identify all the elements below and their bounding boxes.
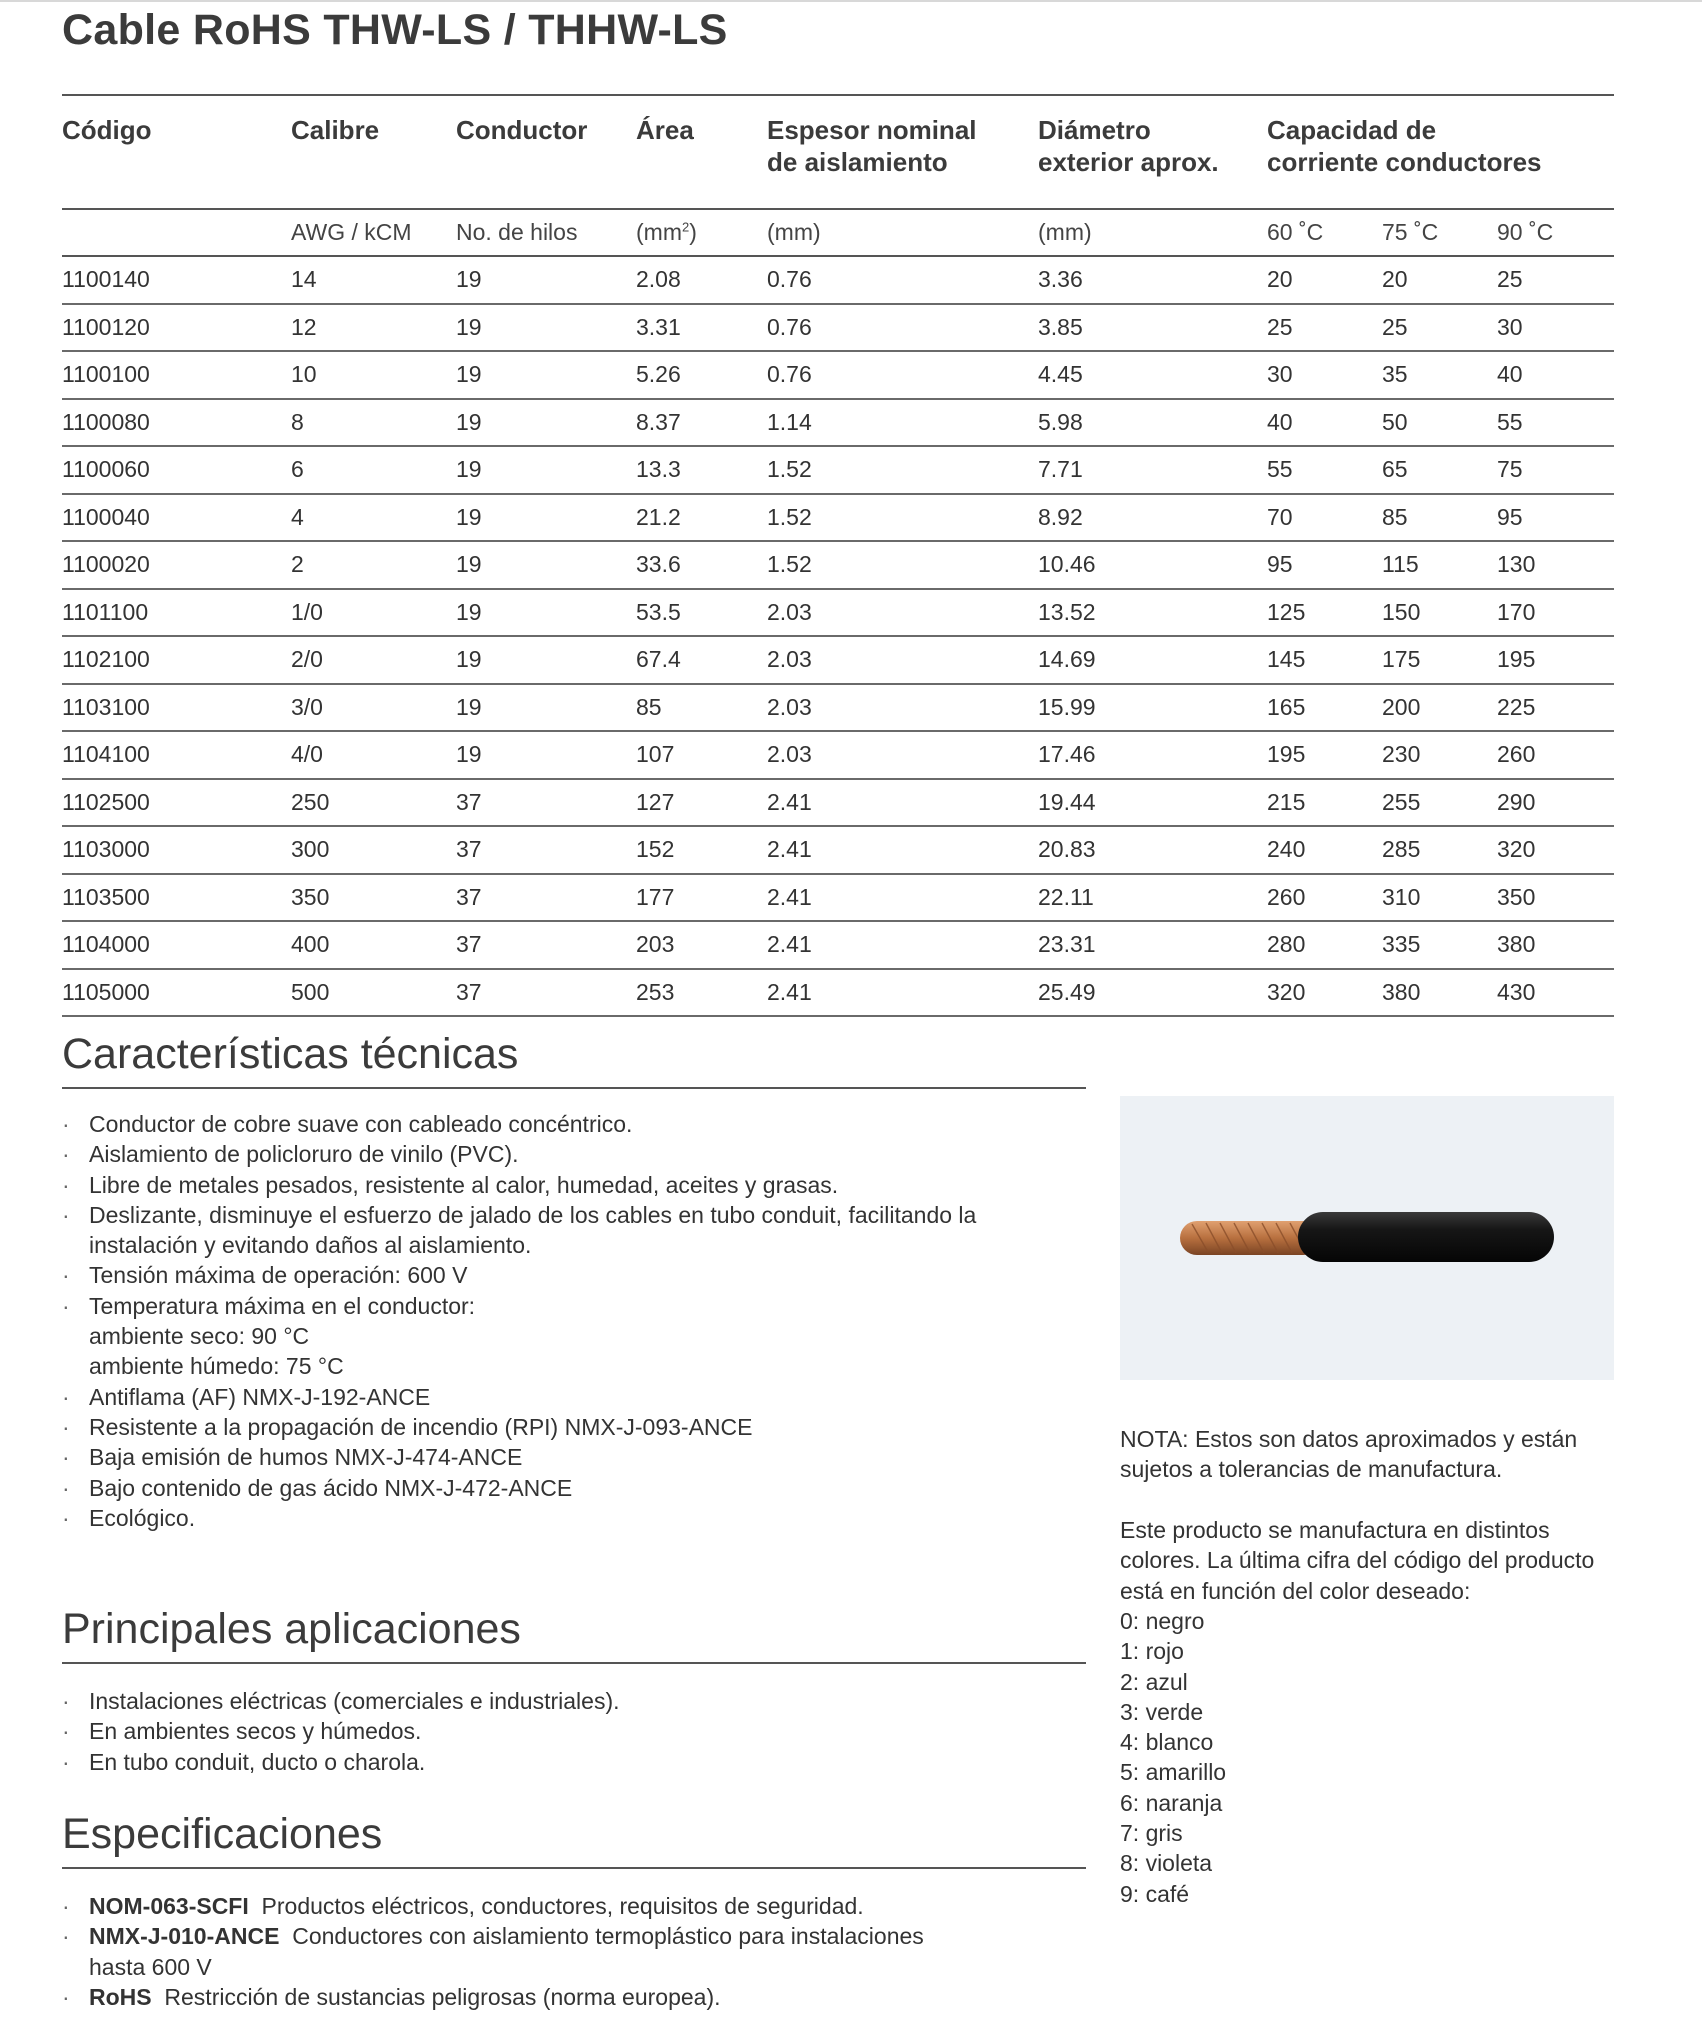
cell-diametro: 17.46 bbox=[1038, 731, 1267, 779]
col-header-area: Área bbox=[636, 95, 767, 209]
spec-code: RoHS bbox=[89, 1983, 152, 2010]
cell-area: 13.3 bbox=[636, 446, 767, 494]
cell-area: 107 bbox=[636, 731, 767, 779]
list-item-text: instalación y evitando daños al aislamiento. bbox=[89, 1232, 532, 1259]
color-code-item: 4: blanco bbox=[1120, 1729, 1214, 1756]
list-item-text: Instalaciones eléctricas (comerciales e industriales). bbox=[89, 1688, 620, 1714]
list-item-text: ambiente seco: 90 °C bbox=[89, 1323, 310, 1350]
cell-cap-60c: 260 bbox=[1267, 874, 1382, 922]
list-item-text: Baja emisión de humos NMX-J-474-ANCE bbox=[89, 1444, 523, 1471]
cell-diametro: 19.44 bbox=[1038, 779, 1267, 827]
unit-60c: 60 ˚C bbox=[1267, 209, 1382, 256]
cell-conductor: 19 bbox=[456, 304, 636, 352]
cell-espesor: 0.76 bbox=[767, 256, 1038, 304]
list-item bbox=[62, 1412, 1092, 1442]
spec-description: Restricción de sustancias peligrosas (norma europea). bbox=[164, 1983, 721, 2010]
cell-conductor: 19 bbox=[456, 589, 636, 637]
cell-cap-60c: 95 bbox=[1267, 541, 1382, 589]
bullet-icon: · bbox=[62, 1923, 70, 1950]
cell-cap-75c: 335 bbox=[1382, 921, 1497, 969]
bullet-icon: · bbox=[62, 1141, 70, 1168]
unit-area: $(mm^2)$ bbox=[636, 209, 767, 256]
caracteristicas-list bbox=[62, 1109, 1092, 1533]
spec-code: NMX-J-010-ANCE bbox=[89, 1923, 280, 1950]
cell-cap-60c: 240 bbox=[1267, 826, 1382, 874]
cell-codigo: 1104100 bbox=[62, 731, 291, 779]
cell-area: 2.08 bbox=[636, 256, 767, 304]
bullet-icon: · bbox=[62, 1111, 70, 1137]
cell-calibre: 300 bbox=[291, 826, 456, 874]
cell-codigo: 1102500 bbox=[62, 779, 291, 827]
cell-area: 21.2 bbox=[636, 494, 767, 542]
cell-cap-60c: 125 bbox=[1267, 589, 1382, 637]
col-header-conductor: Conductor bbox=[456, 95, 636, 209]
cell-cap-60c: 70 bbox=[1267, 494, 1382, 542]
cell-conductor: 19 bbox=[456, 731, 636, 779]
cell-espesor: 1.52 bbox=[767, 541, 1038, 589]
color-code-item: 8: violeta bbox=[1120, 1850, 1213, 1877]
bullet-icon: · bbox=[62, 1292, 70, 1319]
bullet-icon: · bbox=[62, 1171, 70, 1198]
cell-cap-75c: 20 bbox=[1382, 256, 1497, 304]
col-header-espesor: Espesor nominal de aislamiento bbox=[767, 95, 1038, 209]
page-title: Cable RoHS THW-LS / THHW-LS bbox=[62, 6, 728, 54]
bullet-icon: · bbox=[62, 1893, 70, 1919]
cable-insulation bbox=[1298, 1212, 1554, 1262]
cell-area: 85 bbox=[636, 684, 767, 732]
cell-diametro: 8.92 bbox=[1038, 494, 1267, 542]
unit-espesor: (mm) bbox=[767, 209, 1038, 256]
list-item-text: Antiflama (AF) NMX-J-192-ANCE bbox=[89, 1383, 431, 1410]
bullet-icon: · bbox=[62, 1413, 70, 1440]
cell-diametro: 13.52 bbox=[1038, 589, 1267, 637]
table-row bbox=[62, 304, 1614, 352]
col-header-codigo: Código bbox=[62, 95, 291, 209]
table-header-row bbox=[62, 95, 1614, 209]
cell-codigo: 1100040 bbox=[62, 494, 291, 542]
cell-calibre: 250 bbox=[291, 779, 456, 827]
cell-espesor: 0.76 bbox=[767, 351, 1038, 399]
list-item-text: Resistente a la propagación de incendio (RPI) NMX-J-093-ANCE bbox=[89, 1413, 753, 1440]
list-item-text: Ecológico. bbox=[89, 1504, 196, 1531]
color-code-item: 5: amarillo bbox=[1120, 1759, 1227, 1786]
cell-cap-60c: 165 bbox=[1267, 684, 1382, 732]
cell-area: 177 bbox=[636, 874, 767, 922]
cell-cap-60c: 25 bbox=[1267, 304, 1382, 352]
section-title-aplicaciones: Principales aplicaciones bbox=[62, 1605, 1086, 1664]
cell-conductor: 19 bbox=[456, 399, 636, 447]
list-item bbox=[62, 1503, 1092, 1533]
col-header-calibre: Calibre bbox=[291, 95, 456, 209]
list-item bbox=[62, 1442, 1092, 1472]
cell-codigo: 1102100 bbox=[62, 636, 291, 684]
unit-75c: 75 ˚C bbox=[1382, 209, 1497, 256]
cell-cap-60c: 280 bbox=[1267, 921, 1382, 969]
cell-cap-75c: 230 bbox=[1382, 731, 1497, 779]
unit-codigo bbox=[62, 209, 291, 256]
list-item-text: ambiente húmedo: 75 °C bbox=[89, 1353, 344, 1380]
cell-calibre: 350 bbox=[291, 874, 456, 922]
table-row bbox=[62, 826, 1614, 874]
cell-calibre: 2/0 bbox=[291, 636, 456, 684]
cell-codigo: 1100120 bbox=[62, 304, 291, 352]
unit-conductor: No. de hilos bbox=[456, 209, 636, 256]
cell-conductor: 19 bbox=[456, 351, 636, 399]
cell-calibre: 400 bbox=[291, 921, 456, 969]
cell-diametro: 15.99 bbox=[1038, 684, 1267, 732]
cell-cap-90c: 320 bbox=[1497, 826, 1614, 874]
bullet-icon: · bbox=[62, 1688, 70, 1714]
cell-espesor: 2.03 bbox=[767, 731, 1038, 779]
cell-cap-90c: 195 bbox=[1497, 636, 1614, 684]
bullet-icon: · bbox=[62, 1474, 70, 1501]
cell-espesor: 2.41 bbox=[767, 921, 1038, 969]
bullet-icon: · bbox=[62, 1383, 70, 1410]
spec-description: hasta 600 V bbox=[89, 1953, 212, 1980]
table-row bbox=[62, 779, 1614, 827]
bullet-icon: · bbox=[62, 1718, 70, 1745]
list-item bbox=[62, 1200, 1092, 1261]
cell-cap-90c: 130 bbox=[1497, 541, 1614, 589]
cell-calibre: 500 bbox=[291, 969, 456, 1017]
cell-espesor: 1.14 bbox=[767, 399, 1038, 447]
section-title-caracteristicas: Características técnicas bbox=[62, 1030, 1086, 1089]
cell-area: 53.5 bbox=[636, 589, 767, 637]
table-row bbox=[62, 446, 1614, 494]
cell-espesor: 2.41 bbox=[767, 874, 1038, 922]
cell-calibre: 10 bbox=[291, 351, 456, 399]
list-item bbox=[62, 1891, 1092, 1921]
nota-text: NOTA: Estos son datos aproximados y están sujetos a tolerancias de manufactura. bbox=[1120, 1426, 1578, 1483]
list-item bbox=[62, 1747, 1092, 1777]
cell-diametro: 5.98 bbox=[1038, 399, 1267, 447]
cell-codigo: 1100080 bbox=[62, 399, 291, 447]
cell-espesor: 2.41 bbox=[767, 969, 1038, 1017]
unit-90c: 90 ˚C bbox=[1497, 209, 1614, 256]
cell-diametro: 7.71 bbox=[1038, 446, 1267, 494]
cell-conductor: 19 bbox=[456, 256, 636, 304]
cell-diametro: 14.69 bbox=[1038, 636, 1267, 684]
cell-conductor: 37 bbox=[456, 779, 636, 827]
cell-cap-90c: 40 bbox=[1497, 351, 1614, 399]
cell-cap-75c: 50 bbox=[1382, 399, 1497, 447]
cable-photo bbox=[1120, 1096, 1614, 1380]
unit-calibre: AWG / kCM bbox=[291, 209, 456, 256]
color-code-item: 1: rojo bbox=[1120, 1638, 1184, 1665]
cell-conductor: 37 bbox=[456, 969, 636, 1017]
table-row bbox=[62, 731, 1614, 779]
color-code-item: 0: negro bbox=[1120, 1608, 1205, 1634]
cell-cap-90c: 350 bbox=[1497, 874, 1614, 922]
cell-cap-90c: 95 bbox=[1497, 494, 1614, 542]
list-item-text: Deslizante, disminuye el esfuerzo de jalado de los cables en tubo conduit, facilitando la bbox=[89, 1201, 977, 1228]
cell-diametro: 10.46 bbox=[1038, 541, 1267, 589]
col-header-capacidad: Capacidad de corriente conductores bbox=[1267, 95, 1614, 209]
cell-calibre: 3/0 bbox=[291, 684, 456, 732]
cell-espesor: 1.52 bbox=[767, 494, 1038, 542]
table-row bbox=[62, 256, 1614, 304]
cell-codigo: 1103500 bbox=[62, 874, 291, 922]
table-row bbox=[62, 589, 1614, 637]
cell-cap-90c: 25 bbox=[1497, 256, 1614, 304]
bullet-icon: · bbox=[62, 1748, 70, 1775]
cell-cap-75c: 255 bbox=[1382, 779, 1497, 827]
table-row bbox=[62, 351, 1614, 399]
cell-calibre: 4 bbox=[291, 494, 456, 542]
bullet-icon: · bbox=[62, 1444, 70, 1471]
cell-cap-90c: 225 bbox=[1497, 684, 1614, 732]
cell-diametro: 3.36 bbox=[1038, 256, 1267, 304]
unit-diametro: (mm) bbox=[1038, 209, 1267, 256]
cell-cap-60c: 195 bbox=[1267, 731, 1382, 779]
cell-calibre: 12 bbox=[291, 304, 456, 352]
cell-conductor: 19 bbox=[456, 636, 636, 684]
list-item bbox=[62, 1139, 1092, 1169]
cell-codigo: 1103000 bbox=[62, 826, 291, 874]
spec-table bbox=[62, 94, 1614, 1017]
cell-cap-60c: 215 bbox=[1267, 779, 1382, 827]
cell-calibre: 6 bbox=[291, 446, 456, 494]
cell-cap-90c: 290 bbox=[1497, 779, 1614, 827]
cell-codigo: 1101100 bbox=[62, 589, 291, 637]
cell-area: 152 bbox=[636, 826, 767, 874]
cell-cap-60c: 40 bbox=[1267, 399, 1382, 447]
list-item-text: Libre de metales pesados, resistente al calor, humedad, aceites y grasas. bbox=[89, 1171, 839, 1198]
cell-cap-75c: 380 bbox=[1382, 969, 1497, 1017]
cell-cap-75c: 85 bbox=[1382, 494, 1497, 542]
spec-description: Productos eléctricos, conductores, requisitos de seguridad. bbox=[261, 1893, 864, 1919]
cell-cap-90c: 260 bbox=[1497, 731, 1614, 779]
color-code-item: 9: café bbox=[1120, 1880, 1190, 1907]
cell-calibre: 4/0 bbox=[291, 731, 456, 779]
list-item bbox=[62, 1921, 1092, 1982]
cell-diametro: 4.45 bbox=[1038, 351, 1267, 399]
table-row bbox=[62, 874, 1614, 922]
table-row bbox=[62, 541, 1614, 589]
cell-codigo: 1100100 bbox=[62, 351, 291, 399]
cell-conductor: 19 bbox=[456, 446, 636, 494]
cell-diametro: 20.83 bbox=[1038, 826, 1267, 874]
cell-cap-75c: 310 bbox=[1382, 874, 1497, 922]
cell-cap-75c: 285 bbox=[1382, 826, 1497, 874]
list-item-text: Temperatura máxima en el conductor: bbox=[89, 1292, 476, 1319]
cell-diametro: 25.49 bbox=[1038, 969, 1267, 1017]
colores-description: Este producto se manufactura en distintos colores. La última cifra del código del producto está en función del color deseado: bbox=[1120, 1517, 1595, 1604]
cell-cap-75c: 65 bbox=[1382, 446, 1497, 494]
list-item-text: Tensión máxima de operación: 600 V bbox=[89, 1262, 468, 1289]
cell-espesor: 2.41 bbox=[767, 779, 1038, 827]
cell-cap-75c: 35 bbox=[1382, 351, 1497, 399]
cell-conductor: 37 bbox=[456, 874, 636, 922]
cell-calibre: 14 bbox=[291, 256, 456, 304]
list-item bbox=[62, 1260, 1092, 1290]
table-row bbox=[62, 399, 1614, 447]
bullet-icon: · bbox=[62, 1504, 70, 1531]
table-row bbox=[62, 969, 1614, 1017]
cable-image bbox=[1120, 1096, 1614, 1380]
cell-diametro: 3.85 bbox=[1038, 304, 1267, 352]
cell-area: 67.4 bbox=[636, 636, 767, 684]
list-item-text: En tubo conduit, ducto o charola. bbox=[89, 1748, 426, 1775]
cell-area: 33.6 bbox=[636, 541, 767, 589]
spec-code: NOM-063-SCFI bbox=[89, 1893, 249, 1919]
cell-codigo: 1100060 bbox=[62, 446, 291, 494]
color-code-item: 3: verde bbox=[1120, 1698, 1204, 1725]
list-item bbox=[62, 1982, 1092, 2012]
section-title-especificaciones: Especificaciones bbox=[62, 1810, 1086, 1869]
cell-cap-60c: 145 bbox=[1267, 636, 1382, 684]
colores-list bbox=[1120, 1606, 1226, 1909]
table-units-row bbox=[62, 209, 1614, 256]
cell-area: 127 bbox=[636, 779, 767, 827]
cell-cap-90c: 75 bbox=[1497, 446, 1614, 494]
color-code-item: 7: gris bbox=[1120, 1820, 1183, 1847]
cell-diametro: 23.31 bbox=[1038, 921, 1267, 969]
list-item bbox=[62, 1686, 1092, 1716]
cell-espesor: 1.52 bbox=[767, 446, 1038, 494]
cell-espesor: 2.03 bbox=[767, 589, 1038, 637]
cell-area: 5.26 bbox=[636, 351, 767, 399]
cell-cap-75c: 150 bbox=[1382, 589, 1497, 637]
cell-conductor: 19 bbox=[456, 494, 636, 542]
table-row bbox=[62, 684, 1614, 732]
color-code-item: 2: azul bbox=[1120, 1668, 1188, 1695]
cell-codigo: 1103100 bbox=[62, 684, 291, 732]
cell-cap-60c: 30 bbox=[1267, 351, 1382, 399]
cell-cap-60c: 20 bbox=[1267, 256, 1382, 304]
bullet-icon: · bbox=[62, 1262, 70, 1289]
bullet-icon: · bbox=[62, 1983, 70, 2010]
col-header-diametro: Diámetro exterior aprox. bbox=[1038, 95, 1267, 209]
cell-codigo: 1100020 bbox=[62, 541, 291, 589]
cell-espesor: 0.76 bbox=[767, 304, 1038, 352]
cell-codigo: 1105000 bbox=[62, 969, 291, 1017]
cell-conductor: 19 bbox=[456, 684, 636, 732]
cell-cap-75c: 115 bbox=[1382, 541, 1497, 589]
cell-espesor: 2.41 bbox=[767, 826, 1038, 874]
especificaciones-list bbox=[62, 1891, 1092, 2012]
cell-calibre: 2 bbox=[291, 541, 456, 589]
cell-espesor: 2.03 bbox=[767, 684, 1038, 732]
cell-cap-90c: 30 bbox=[1497, 304, 1614, 352]
cell-conductor: 19 bbox=[456, 541, 636, 589]
cell-area: 8.37 bbox=[636, 399, 767, 447]
color-code-item: 6: naranja bbox=[1120, 1789, 1223, 1816]
list-item bbox=[62, 1382, 1092, 1412]
list-item bbox=[62, 1109, 1092, 1139]
cell-calibre: 8 bbox=[291, 399, 456, 447]
list-item bbox=[62, 1170, 1092, 1200]
cell-cap-90c: 430 bbox=[1497, 969, 1614, 1017]
spec-description: Conductores con aislamiento termoplástico para instalaciones bbox=[292, 1923, 924, 1950]
cell-area: 253 bbox=[636, 969, 767, 1017]
cell-conductor: 37 bbox=[456, 826, 636, 874]
table-row bbox=[62, 494, 1614, 542]
cell-cap-90c: 55 bbox=[1497, 399, 1614, 447]
cell-cap-75c: 175 bbox=[1382, 636, 1497, 684]
cell-cap-60c: 55 bbox=[1267, 446, 1382, 494]
cell-area: 203 bbox=[636, 921, 767, 969]
list-item bbox=[62, 1473, 1092, 1503]
cell-diametro: 22.11 bbox=[1038, 874, 1267, 922]
cell-calibre: 1/0 bbox=[291, 589, 456, 637]
cell-espesor: 2.03 bbox=[767, 636, 1038, 684]
list-item-text: En ambientes secos y húmedos. bbox=[89, 1718, 422, 1745]
cell-conductor: 37 bbox=[456, 921, 636, 969]
aplicaciones-list bbox=[62, 1686, 1092, 1777]
top-rule bbox=[0, 0, 1702, 2]
cell-area: 3.31 bbox=[636, 304, 767, 352]
cell-cap-75c: 25 bbox=[1382, 304, 1497, 352]
bullet-icon: · bbox=[62, 1201, 70, 1228]
list-item bbox=[62, 1716, 1092, 1746]
table-body bbox=[62, 256, 1614, 1016]
cell-cap-60c: 320 bbox=[1267, 969, 1382, 1017]
cell-cap-90c: 170 bbox=[1497, 589, 1614, 637]
cell-cap-75c: 200 bbox=[1382, 684, 1497, 732]
table-row bbox=[62, 921, 1614, 969]
cell-cap-90c: 380 bbox=[1497, 921, 1614, 969]
list-item bbox=[62, 1291, 1092, 1382]
cell-codigo: 1100140 bbox=[62, 256, 291, 304]
table-row bbox=[62, 636, 1614, 684]
cell-codigo: 1104000 bbox=[62, 921, 291, 969]
list-item-text: Conductor de cobre suave con cableado concéntrico. bbox=[89, 1111, 633, 1137]
list-item-text: Aislamiento de policloruro de vinilo (PVC). bbox=[89, 1141, 519, 1168]
list-item-text: Bajo contenido de gas ácido NMX-J-472-ANCE bbox=[89, 1474, 573, 1501]
